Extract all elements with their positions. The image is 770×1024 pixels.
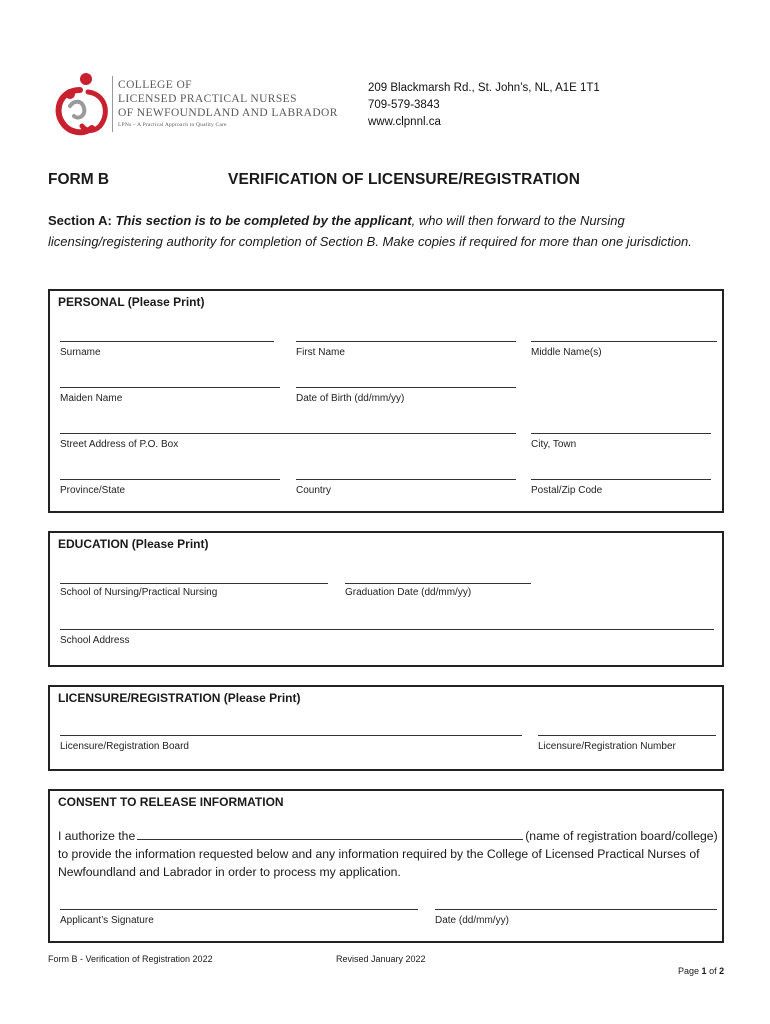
maiden-name-field[interactable] [60,387,280,388]
surname-field[interactable] [60,341,274,342]
page-number [678,966,724,976]
postal-field[interactable] [531,479,711,480]
school-address-field[interactable] [60,629,714,630]
intro-lead-emphasis: This section is to be completed by the applicant [115,213,412,228]
registration-number-field[interactable] [538,735,716,736]
licensure-title: LICENSURE/REGISTRATION (Please Print) [58,691,301,705]
province-label: Province/State [60,485,126,496]
grad-date-label: Graduation Date (dd/mm/yy) [345,587,472,598]
registration-board-name-field[interactable] [137,828,523,840]
consent-date-label: Date (dd/mm/yy) [435,915,509,926]
province-field[interactable] [60,479,280,480]
consent-title: CONSENT TO RELEASE INFORMATION [58,795,284,809]
logo-tagline: LPNs – A Practical Approach to Quality Care [118,122,227,128]
logo-line-2: LICENSED PRACTICAL NURSES [118,93,297,105]
school-field[interactable] [60,583,328,584]
surname-label: Surname [60,347,101,358]
school-label: School of Nursing/Practical Nursing [60,587,218,598]
dob-label: Date of Birth (dd/mm/yy) [296,393,405,404]
consent-date-field[interactable] [435,909,717,910]
page-of: of [709,966,717,976]
intro-rest: , who will then forward to the Nursing licensing/registering authority for completion of Section B. Make copies if required for more than one jurisdiction. [48,213,692,249]
grad-date-field[interactable] [345,583,531,584]
country-label: Country [296,485,332,496]
footer-revised: Revised January 2022 [336,954,426,964]
page-current: 1 [701,966,707,976]
page-word: Page [678,966,700,976]
middle-names-field[interactable] [531,341,717,342]
footer-form-name: Form B - Verification of Registration 2022 [48,954,213,964]
address-website[interactable]: www.clpnnl.ca [368,116,441,128]
form-id: FORM B [48,171,110,188]
personal-section [48,289,724,513]
street-field[interactable] [60,433,516,434]
board-field[interactable] [60,735,522,736]
college-address [368,80,600,131]
clpnnl-logo-icon [48,70,112,138]
logo-wordmark [118,78,368,129]
address-street: 209 Blackmarsh Rd., St. John’s, NL, A1E 1T1 [368,82,600,94]
country-field[interactable] [296,479,516,480]
page-total: 2 [719,966,725,976]
logo-line-3: OF NEWFOUNDLAND AND LABRADOR [118,107,338,119]
middle-names-label: Middle Name(s) [531,347,602,358]
education-title: EDUCATION (Please Print) [58,537,209,551]
consent-text-before: I authorize the [58,829,136,843]
signature-label: Applicant’s Signature [60,915,154,926]
intro-lead: Section A: [48,213,112,228]
form-title: VERIFICATION OF LICENSURE/REGISTRATION [228,171,580,188]
postal-label: Postal/Zip Code [531,485,603,496]
street-label: Street Address of P.O. Box [60,439,179,450]
licensure-section [48,685,724,771]
registration-number-label: Licensure/Registration Number [538,741,676,752]
personal-title: PERSONAL (Please Print) [58,295,205,309]
city-label: City, Town [531,439,577,450]
first-name-label: First Name [296,347,345,358]
address-phone: 709-579-3843 [368,99,440,111]
logo-divider [112,76,113,132]
maiden-name-label: Maiden Name [60,393,123,404]
board-label: Licensure/Registration Board [60,741,189,752]
education-section [48,531,724,667]
city-field[interactable] [531,433,711,434]
section-a-intro [48,210,708,252]
signature-field[interactable] [60,909,418,910]
first-name-field[interactable] [296,341,516,342]
consent-text [58,827,718,881]
logo-line-1: COLLEGE OF [118,79,192,91]
school-address-label: School Address [60,635,130,646]
consent-text-after: (name of registration board/college) to provide the information requested below and any information required by the College of Licensed Practical Nurses of Newfoundland and Labrador in order to process my application. [58,829,718,879]
dob-field[interactable] [296,387,516,388]
consent-section [48,789,724,943]
